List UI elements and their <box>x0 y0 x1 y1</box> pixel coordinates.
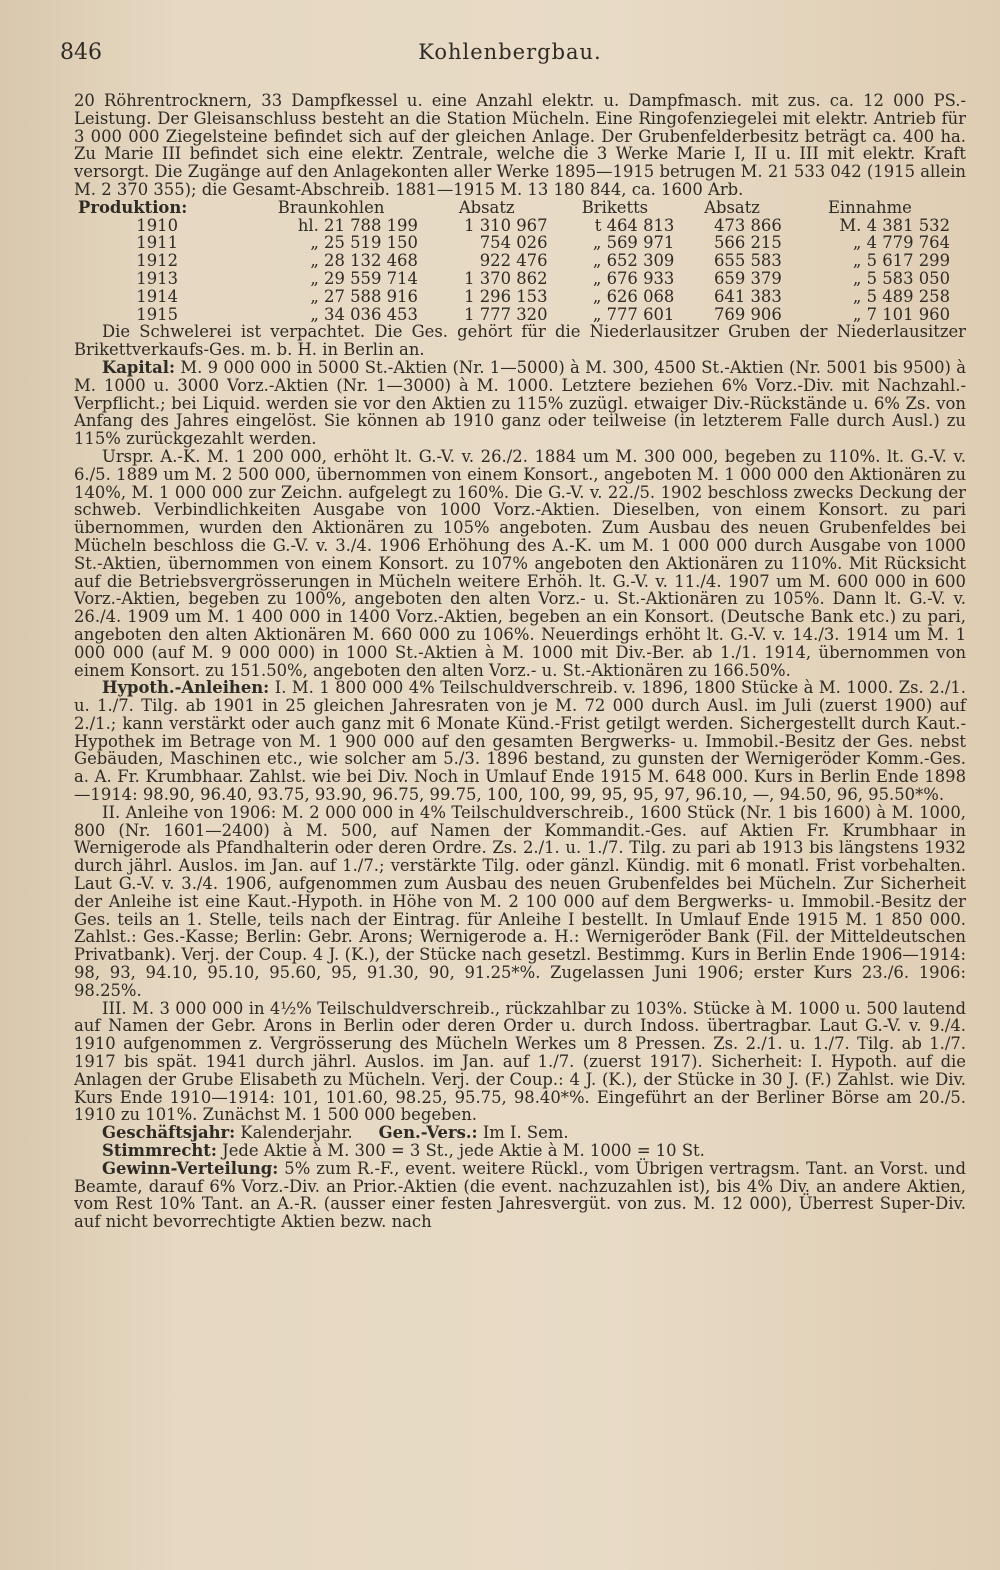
page-body <box>74 92 966 1231</box>
kapital-paragraph <box>74 359 966 448</box>
table-cell: „ 652 309 <box>592 251 675 271</box>
production-header-row <box>74 199 954 217</box>
table-cell: „ 5 583 050 <box>852 268 950 288</box>
table-cell: 754 026 <box>479 233 548 253</box>
table-cell: 1 370 862 <box>464 268 548 288</box>
table-cell: hl. 21 788 199 <box>297 215 418 235</box>
production-label: Produktion: <box>78 197 188 217</box>
stimmrecht-line <box>74 1142 966 1160</box>
table-cell: „ 626 068 <box>592 286 675 306</box>
table-cell: 769 906 <box>714 304 782 324</box>
page-title: Kohlenbergbau. <box>418 40 602 64</box>
year-cell: 1913 <box>136 268 179 288</box>
col-header: Einnahme <box>827 197 912 217</box>
stimmrecht-label: Stimmrecht: <box>102 1141 217 1161</box>
table-cell: M. 4 381 532 <box>839 215 950 235</box>
table-cell: 1 310 967 <box>464 215 548 235</box>
table-cell: 1 777 320 <box>464 304 548 324</box>
year-cell: 1914 <box>136 286 179 306</box>
table-cell: „ 5 489 258 <box>852 286 950 306</box>
table-cell: 655 583 <box>714 251 782 271</box>
schwelerei-paragraph: Die Schwelerei ist verpachtet. Die Ges. gehört für die Niederlausitzer Gruben der Niederlausitzer Brikettverkaufs-Ges. m. b. H. in Berlin an. <box>74 322 966 360</box>
year-cell: 1915 <box>136 304 179 324</box>
gewinn-paragraph <box>74 1160 966 1231</box>
intro-paragraph: 20 Röhrentrocknern, 33 Dampfkessel u. eine Anzahl elektr. u. Dampfmasch. mit zus. ca. 12 000 PS.-Leistung. Der Gleisanschluss besteht an die Station Mücheln. Eine Ringofenziegelei mit elektr. Antrieb für 3 000 000 Ziegelsteine befindet sich auf der gleichen Anlage. Der Grubenfelderbesitz beträgt ca. 400 ha. Zu Marie III befindet sich eine elektr. Zentrale, welche die 3 Werke Marie I, II u. III mit elektr. Kraft versorgt. Die Zugänge auf den Anlagekonten aller Werke 1895—1915 betrugen M. 21 533 042 (1915 allein M. 2 370 355); die Gesamt-Abschreib. 1881—1915 M. 13 180 844, ca. 1600 Arb. <box>74 91 966 199</box>
table-cell: „ 25 519 150 <box>310 233 418 253</box>
table-cell: „ 27 588 916 <box>310 286 418 306</box>
table-row <box>74 234 954 252</box>
table-cell: „ 777 601 <box>592 304 675 324</box>
table-cell: 641 383 <box>714 286 782 306</box>
anleihe-ii-paragraph: II. Anleihe von 1906: M. 2 000 000 in 4% Teilschuldverschreib., 1600 Stück (Nr. 1 bis 1600) à M. 1000, 800 (Nr. 1601—2400) à M. 500, auf Namen der Kommandit.-Ges. auf Aktien Fr. Krumbhaar in Wernigerode als Pfandhalterin oder deren Ordre. Zs. 2./1. u. 1./7. Tilg. zu pari ab 1913 bis längstens 1932 durch jährl. Auslos. im Jan. auf 1./7.; verstärkte Tilg. oder gänzl. Kündig. mit 6 monatl. Frist vorbehalten. Laut G.-V. v. 3./4. 1906, aufgenommen zum Ausbau des neuen Grubenfeldes bei Mücheln. Zur Sicherheit der Anleihe ist eine Kaut.-Hypoth. in Höhe von M. 2 100 000 auf dem Bergwerks- u. Immobil.-Besitz der Ges. teils an 1. Stelle, teils nach der Eintrag. für Anleihe I bestellt. In Umlauf Ende 1915 M. 1 850 000. Zahlst.: Ges.-Kasse; Berlin: Gebr. Arons; Wernigerode a. H.: Wernigeröder Bank (Fil. der Mitteldeutschen Privatbank). Verj. der Coup. 4 J. (K.), der Stücke nach gesetzl. Bestimmg. Kurs in Berlin Ende 1906—1914: 98, 93, 94.10, 95.10, 95.60, 95, 91.30, 90, 91.25*%. Zugelassen Juni 1906; erster Kurs 23./6. 1906: 98.25%. <box>74 802 966 1000</box>
year-cell: 1911 <box>136 233 179 253</box>
hypoth-text: I. M. 1 800 000 4% Teilschuldverschreib. v. 1896, 1800 Stücke à M. 1000. Zs. 2./1. u. 1./7. Tilg. ab 1901 in 25 gleichen Jahresraten von je M. 72 000 durch Ausl. im Juli (zuerst 1900) auf 2./1.; kann verstärkt oder auch ganz mit 6 Monate Künd.-Frist getilgt werden. Sichergestellt durch Kaut.-Hypothek im Betrage von M. 1 900 000 auf den gesamten Bergwerks- u. Immobil.-Besitz der Ges. nebst Gebäuden, Maschinen etc., wie solcher am 5./3. 1896 bestand, zu gunsten der Wernigeröder Komm.-Ges. a. A. Fr. Krumbhaar. Zahlst. wie bei Div. Noch in Umlauf Ende 1915 M. 648 000. Kurs in Berlin Ende 1898—1914: 98.90, 96.40, 93.75, 93.90, 96.75, 99.75, 100, 100, 99, 95, 95, 97, 96.10, —, 94.50, 96, 95.50*%. <box>74 678 967 805</box>
table-row <box>74 288 954 306</box>
page-number: 846 <box>60 40 102 65</box>
col-header: Braunkohlen <box>277 197 385 217</box>
table-cell: 1 296 153 <box>464 286 548 306</box>
table-cell: 473 866 <box>714 215 782 235</box>
page-header <box>60 40 960 76</box>
production-table <box>74 199 954 324</box>
year-cell: 1912 <box>136 251 179 271</box>
table-row <box>74 252 954 270</box>
col-header: Absatz <box>704 197 760 217</box>
kapital-label: Kapital: <box>102 357 176 377</box>
table-cell: „ 5 617 299 <box>852 251 950 271</box>
table-cell: 922 476 <box>479 251 548 271</box>
col-header: Absatz <box>458 197 515 217</box>
table-cell: „ 569 971 <box>592 233 675 253</box>
table-row <box>74 306 954 324</box>
table-row <box>74 217 954 235</box>
hypoth-paragraph <box>74 679 966 804</box>
gewinn-value: 5% zum R.-F., event. weitere Rückl., vom Übrigen vertragsm. Tant. an Vorst. und Beamte, darauf 6% Vorz.-Div. an Prior.-Aktien (die event. nachzuzahlen ist), bis 4% Div. an andere Aktien, vom Rest 10% Tant. an A.-R. (ausser einer festen Jahresvergüt. von zus. M. 12 000), Überrest Super-Div. auf nicht bevorrechtigte Aktien bezw. nach <box>74 1158 966 1232</box>
year-cell: 1910 <box>136 215 179 235</box>
stimmrecht-value: Jede Aktie à M. 300 = 3 St., jede Aktie à M. 1000 = 10 St. <box>222 1141 705 1161</box>
geschaeftsjahr-line <box>74 1124 966 1142</box>
table-cell: 659 379 <box>714 268 782 288</box>
gen-vers-value: Im I. Sem. <box>482 1123 569 1143</box>
table-cell: „ 7 101 960 <box>852 304 950 324</box>
geschaeftsjahr-value: Kalenderjahr. <box>240 1123 353 1143</box>
anleihe-iii-paragraph: III. M. 3 000 000 in 4½% Teilschuldverschreib., rückzahlbar zu 103%. Stücke à M. 1000 u. 500 lautend auf Namen der Gebr. Arons in Berlin oder deren Order u. durch Indoss. übertragbar. Laut G.-V. v. 9./4. 1910 aufgenommen z. Vergrösserung des Mücheln Werkes um 8 Pressen. Zs. 2./1. u. 1./7. Tilg. ab 1./7. 1917 bis spät. 1941 durch jährl. Auslos. im Jan. auf 1./7. (zuerst 1917). Sicherheit: I. Hypoth. auf die Anlagen der Grube Elisabeth zu Mücheln. Verj. der Coup.: 4 J. (K.), der Stücke in 30 J. (F.) Zahlst. wie Div. Kurs Ende 1910—1914: 101, 101.60, 98.25, 95.75, 98.40*%. Eingeführt an der Berliner Börse am 20./5. 1910 zu 101%. Zunächst M. 1 500 000 begeben. <box>74 998 966 1125</box>
table-cell: „ 28 132 468 <box>310 251 418 271</box>
table-cell: 566 215 <box>714 233 782 253</box>
gen-vers-label: Gen.-Vers.: <box>378 1123 478 1143</box>
table-cell: „ 4 779 764 <box>852 233 950 253</box>
table-cell: t 464 813 <box>594 215 675 235</box>
hypoth-label: Hypoth.-Anleihen: <box>102 678 270 698</box>
table-cell: „ 29 559 714 <box>310 268 418 288</box>
col-header: Briketts <box>581 197 649 217</box>
gewinn-label: Gewinn-Verteilung: <box>102 1158 279 1178</box>
table-cell: „ 34 036 453 <box>310 304 418 324</box>
urspr-paragraph: Urspr. A.-K. M. 1 200 000, erhöht lt. G.-V. v. 26./2. 1884 um M. 300 000, begeben zu 110%. lt. G.-V. v. 6./5. 1889 um M. 2 500 000, übernommen von einem Konsort., angeboten M. 1 000 000 den Aktionären zu 140%, M. 1 000 000 zur Zeichn. aufgelegt zu 160%. Die G.-V. v. 22./5. 1902 beschloss zwecks Deckung der schweb. Verbindlichkeiten Ausgabe von 1000 Vorz.-Aktien. Dieselben, von einem Konsort. zu pari übernommen, wurden den Aktionären zu 105% angeboten. Zum Ausbau des neuen Grubenfeldes bei Mücheln beschloss die G.-V. v. 3./4. 1906 Erhöhung des A.-K. um M. 1 000 000 durch Ausgabe von 1000 St.-Aktien, übernommen von einem Konsort. zu 107% angeboten den Aktionären zu 110%. Mit Rücksicht auf die Betriebsvergrösserungen in Mücheln weitere Erhöh. lt. G.-V. v. 11./4. 1907 um M. 600 000 in 600 Vorz.-Aktien, begeben zu 100%, angeboten den alten Vorz.- u. St.-Aktionären zu 105%. Dann lt. G.-V. v. 26./4. 1909 um M. 1 400 000 in 1400 Vorz.-Aktien, begeben an ein Konsort. (Deutsche Bank etc.) zu pari, angeboten den alten Aktionären M. 660 000 zu 106%. Neuerdings erhöht lt. G.-V. v. 14./3. 1914 um M. 1 000 000 (auf M. 9 000 000) in 1000 St.-Aktien à M. 1000 mit Div.-Ber. ab 1./1. 1914, übernommen von einem Konsort. zu 151.50%, angeboten den alten Vorz.- u. St.-Aktionären zu 166.50%. <box>74 446 966 680</box>
table-row <box>74 270 954 288</box>
kapital-text: M. 9 000 000 in 5000 St.-Aktien (Nr. 1—5000) à M. 300, 4500 St.-Aktien (Nr. 5001 bis 9500) à M. 1000 u. 3000 Vorz.-Aktien (Nr. 1—3000) à M. 1000. Letztere beziehen 6% Vorz.-Div. mit Nachzahl.-Verpflicht.; bei Liquid. werden sie vor den Aktien zu 115% zuzügl. etwaiger Div.-Rückstände u. 6% Zs. von Anfang des Jahres eingelöst. Sie können ab 1910 ganz oder teilweise (in letzterem Falle durch Ausl.) zu 115% zurückgezahlt werden. <box>74 357 966 449</box>
geschaeftsjahr-label: Geschäftsjahr: <box>102 1123 236 1143</box>
table-cell: „ 676 933 <box>592 268 675 288</box>
